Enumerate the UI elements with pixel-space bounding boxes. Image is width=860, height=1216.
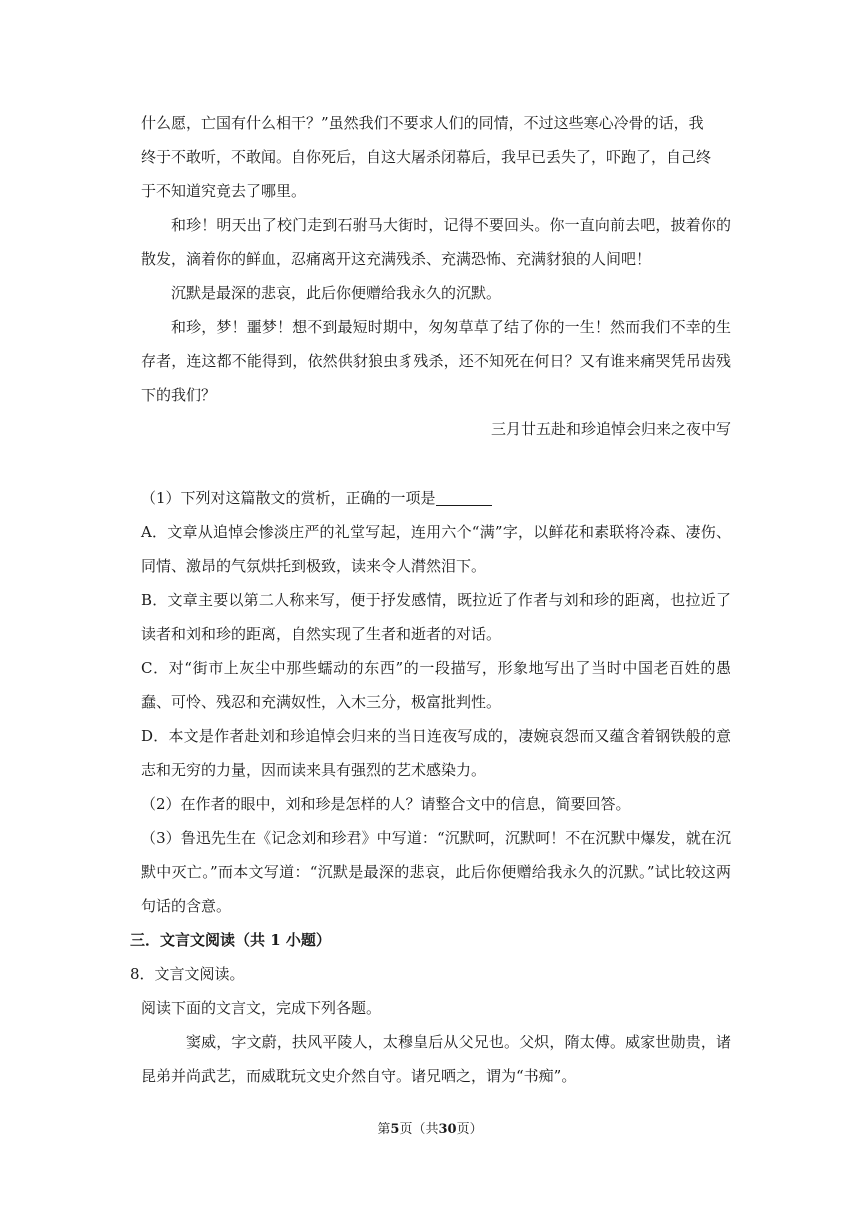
footer-suffix: 页） (456, 1122, 483, 1137)
option-c: C．对“街市上灰尘中那些蠕动的东西”的一段描写，形象地写出了当时中国老百姓的愚蠢、可怜、残忍和充满奴性，入木三分，极富批判性。 (141, 659, 731, 711)
page-content (130, 106, 731, 1093)
footer-page-number: 5 (390, 1122, 400, 1137)
footer-prefix: 第 (377, 1122, 391, 1137)
classical-text: 窦威，字文蔚，扶风平陵人，太穆皇后从父兄也。父炽，隋太傅。威家世勋贵，诸昆弟并尚武艺，而威耽玩文史介然自守。诸兄哂之，谓为“书痴”。 (141, 1033, 731, 1085)
footer-total-pages: 30 (438, 1122, 457, 1137)
passage-paragraph-2: 和珍！明天出了校门走到石驸马大街时，记得不要回头。你一直向前去吧，披着你的散发，滴着你的鲜血，忍痛离开这充满残杀、充满恐怖、充满豺狼的人间吧！ (141, 216, 731, 268)
passage-paragraph-4: 和珍，梦！噩梦！想不到最短时期中，匆匆草草了结了你的一生！然而我们不幸的生存者，连这都不能得到，依然供豺狼虫豸残杀，还不知死在何日？又有谁来痛哭凭吊齿残下的我们？ (141, 318, 731, 404)
section-3-heading: 三．文言文阅读（共 1 小题） (130, 931, 331, 949)
option-b: B．文章主要以第二人称来写，便于抒发感情，既拉近了作者与刘和珍的距离，也拉近了读者和刘和珍的距离，自然实现了生者和逝者的对话。 (141, 591, 731, 643)
passage-paragraph-3: 沉默是最深的悲哀，此后你便赠给我永久的沉默。 (171, 284, 502, 302)
passage-paragraph-1-line-3: 于不知道究竟去了哪里。 (141, 182, 307, 200)
spacer (141, 446, 731, 481)
passage-paragraph-1-line-2: 终于不敢听，不敢闻。自你死后，自这大屠杀闭幕后，我早已丢失了，吓跑了，自己终 (141, 148, 712, 166)
question-3: （3）鲁迅先生在《记念刘和珍君》中写道：“沉默呵，沉默呵！不在沉默中爆发，就在沉默中灭亡。”而本文写道：“沉默是最深的悲哀，此后你便赠给我永久的沉默。”试比较这两句话的含意。 (141, 829, 731, 915)
footer-middle: 页（共 (399, 1122, 439, 1137)
question-8-number: 8．文言文阅读。 (130, 965, 245, 983)
question-2: （2）在作者的眼中，刘和珍是怎样的人？请整合文中的信息，简要回答。 (141, 795, 631, 813)
page-footer (0, 1118, 860, 1137)
answer-blank[interactable] (436, 490, 492, 506)
option-a: A．文章从追悼会惨淡庄严的礼堂写起，连用六个“满”字，以鲜花和素联将冷森、凄伤、同情、激昂的气氛烘托到极致，读来令人潸然泪下。 (141, 523, 731, 575)
passage-paragraph-1-line-1: 什么愿，亡国有什么相干？”虽然我们不要求人们的同情，不过这些寒心冷骨的话，我 (141, 114, 704, 132)
question-8-instruction: 阅读下面的文言文，完成下列各题。 (141, 999, 382, 1017)
question-1-stem (141, 481, 731, 515)
passage-signature: 三月廿五赴和珍追悼会归来之夜中写 (490, 420, 731, 438)
option-d: D．本文是作者赴刘和珍追悼会归来的当日连夜写成的，凄婉哀怨而又蕴含着钢铁般的意志和无穷的力量，因而读来具有强烈的艺术感染力。 (141, 727, 731, 779)
question-1-text: （1）下列对这篇散文的赏析，正确的一项是 (141, 489, 436, 507)
